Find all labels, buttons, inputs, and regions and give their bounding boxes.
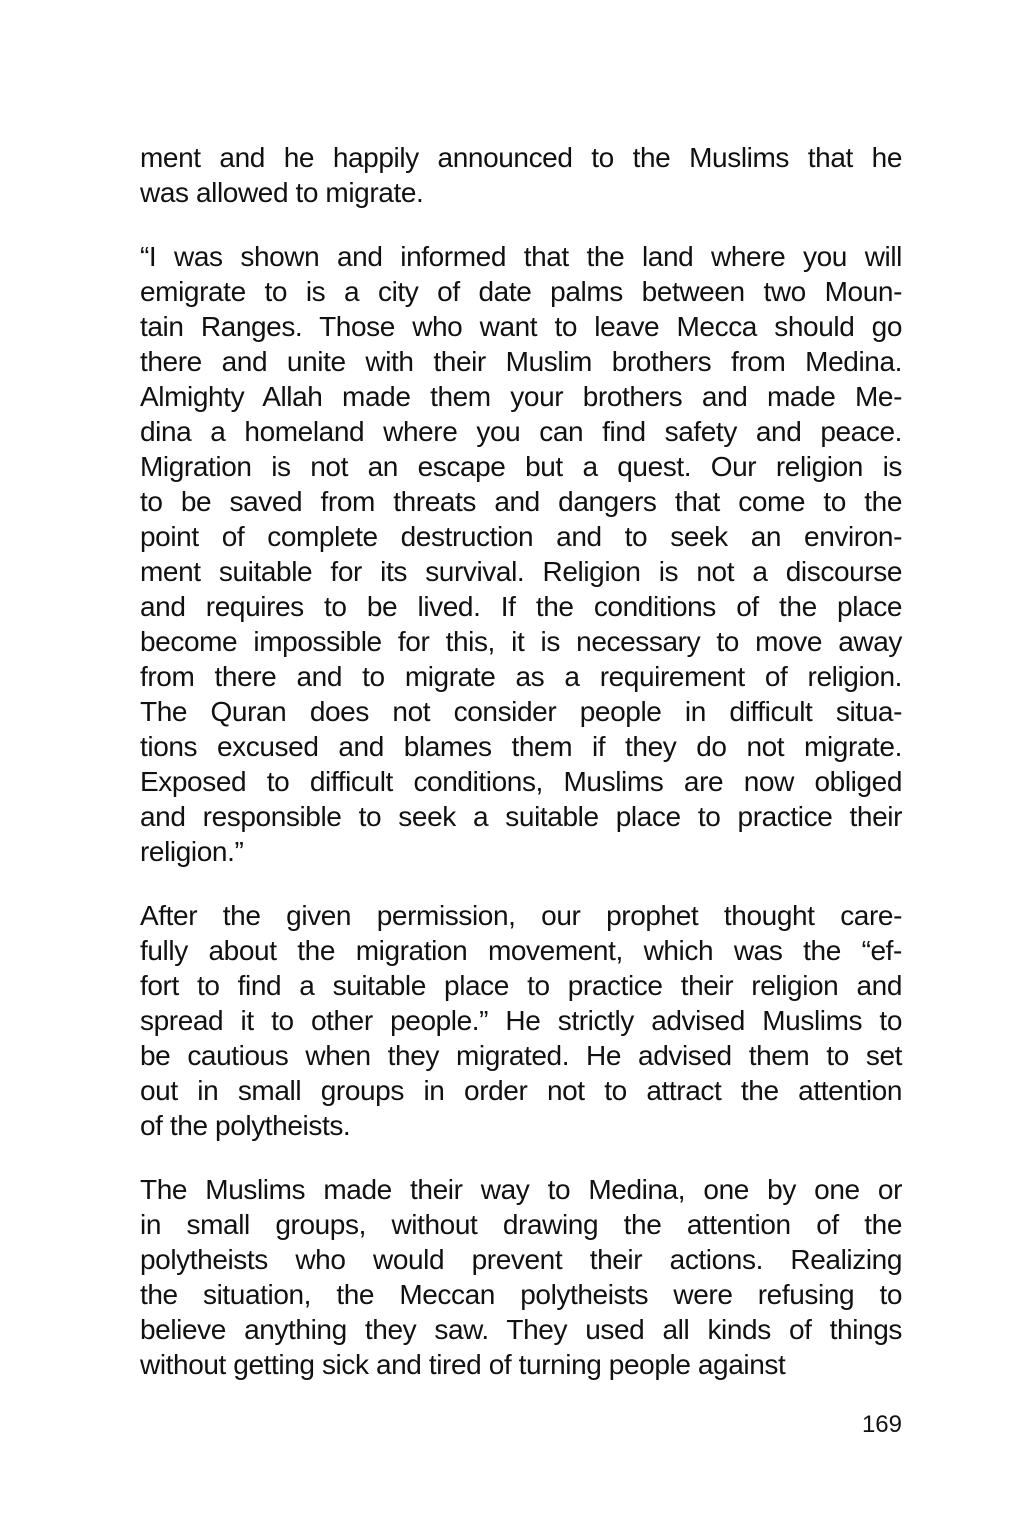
text-line: there and unite with their Muslim brothers from Medina.: [140, 346, 902, 377]
text-line: become impossible for this, it is necessary to move away: [140, 626, 902, 657]
paragraph: [140, 140, 902, 210]
text-line: Exposed to difficult conditions, Muslims are now obliged: [140, 766, 902, 797]
text-line: from there and to migrate as a requirement of religion.: [140, 661, 902, 692]
text-line: fully about the migration movement, which was the “ef-: [140, 935, 902, 966]
text-line: and responsible to seek a suitable place to practice their: [140, 801, 902, 832]
page-text: [140, 140, 902, 1439]
paragraph: [140, 1172, 902, 1382]
text-line: of the polytheists.: [140, 1110, 351, 1141]
text-line: the situation, the Meccan polytheists were refusing to: [140, 1279, 902, 1310]
text-line: Almighty Allah made them your brothers and made Me-: [140, 381, 902, 412]
text-line: to be saved from threats and dangers that come to the: [140, 486, 902, 517]
text-line: point of complete destruction and to seek an environ-: [140, 521, 902, 552]
text-line: emigrate to is a city of date palms between two Moun-: [140, 276, 902, 307]
text-line: “I was shown and informed that the land where you will: [140, 241, 902, 272]
text-line: ment suitable for its survival. Religion is not a discourse: [140, 556, 902, 587]
text-line: without getting sick and tired of turning people against: [140, 1349, 786, 1380]
text-line: spread it to other people.” He strictly advised Muslims to: [140, 1005, 902, 1036]
text-line: ment and he happily announced to the Muslims that he: [140, 142, 902, 173]
page-number: 169: [861, 1411, 902, 1438]
text-line: The Muslims made their way to Medina, one by one or: [140, 1174, 902, 1205]
text-line: in small groups, without drawing the attention of the: [140, 1209, 902, 1240]
text-line: After the given permission, our prophet thought care-: [140, 900, 902, 931]
text-line: The Quran does not consider people in difficult situa-: [140, 696, 902, 727]
text-line: and requires to be lived. If the conditions of the place: [140, 591, 902, 622]
paragraphs-container: [140, 140, 902, 1382]
text-line: polytheists who would prevent their actions. Realizing: [140, 1244, 902, 1275]
text-line: tain Ranges. Those who want to leave Mecca should go: [140, 311, 902, 342]
text-line: fort to find a suitable place to practice their religion and: [140, 970, 902, 1001]
paragraph: [140, 898, 902, 1143]
text-line: out in small groups in order not to attract the attention: [140, 1075, 902, 1106]
text-line: believe anything they saw. They used all kinds of things: [140, 1314, 902, 1345]
text-line: dina a homeland where you can find safety and peace.: [140, 416, 902, 447]
text-line: Migration is not an escape but a quest. Our religion is: [140, 451, 902, 482]
paragraph: [140, 239, 902, 869]
text-line: tions excused and blames them if they do not migrate.: [140, 731, 902, 762]
text-line: religion.”: [140, 836, 244, 867]
text-line: was allowed to migrate.: [140, 177, 424, 208]
text-line: be cautious when they migrated. He advised them to set: [140, 1040, 902, 1071]
